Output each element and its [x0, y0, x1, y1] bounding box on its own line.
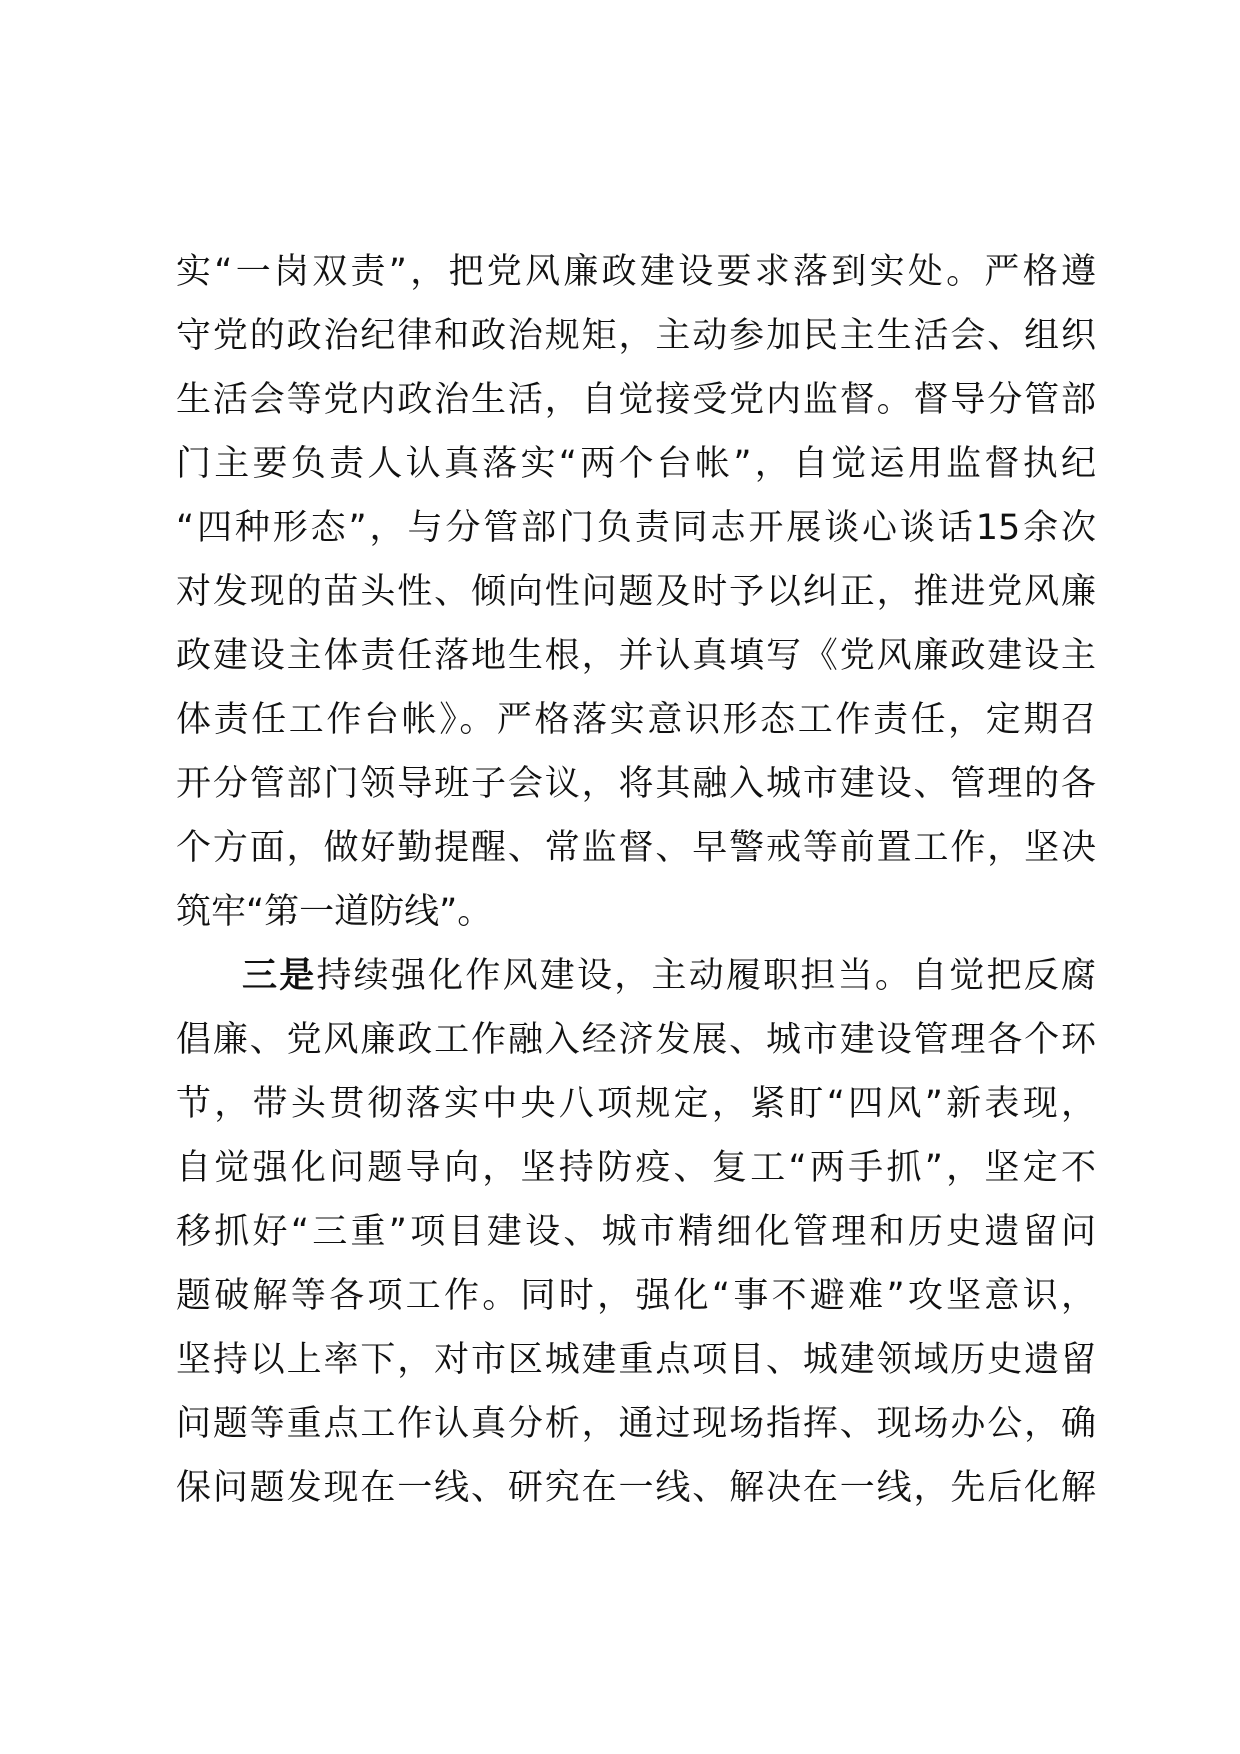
text-line: 题破解等各项工作。同时，强化“事不避难”攻坚意识，: [176, 1276, 1096, 1316]
paragraph-1: [176, 240, 1096, 944]
text-line: 体责任工作台帐》。严格落实意识形态工作责任，定期召: [176, 700, 1096, 740]
text-line: 实“一岗双责”，把党风廉政建设要求落到实处。严格遵: [176, 252, 1096, 292]
text-line: 守党的政治纪律和政治规矩，主动参加民主生活会、组织: [176, 316, 1096, 356]
text-line: 开分管部门领导班子会议，将其融入城市建设、管理的各: [176, 764, 1096, 804]
text-line: 对发现的苗头性、倾向性问题及时予以纠正，推进党风廉: [176, 572, 1096, 612]
text-line: “四种形态”，与分管部门负责同志开展谈心谈话15余次: [176, 508, 1096, 548]
text-line: 倡廉、党风廉政工作融入经济发展、城市建设管理各个环: [176, 1020, 1096, 1060]
text-line: 移抓好“三重”项目建设、城市精细化管理和历史遗留问: [176, 1212, 1096, 1252]
section-lead-bold: 三是: [242, 956, 317, 996]
text-line: 筑牢“第一道防线”。: [176, 892, 493, 932]
text-line: 政建设主体责任落地生根，并认真填写《党风廉政建设主: [176, 636, 1096, 676]
text-line: 保问题发现在一线、研究在一线、解决在一线，先后化解: [176, 1468, 1096, 1508]
paragraph-2: [176, 944, 1096, 1520]
text-line: 节，带头贯彻落实中央八项规定，紧盯“四风”新表现，: [176, 1084, 1096, 1124]
text-line: 问题等重点工作认真分析，通过现场指挥、现场办公，确: [176, 1404, 1096, 1444]
first-line-text: 持续强化作风建设，主动履职担当。自觉把反腐: [316, 956, 1096, 996]
text-line: 自觉强化问题导向，坚持防疫、复工“两手抓”，坚定不: [176, 1148, 1096, 1188]
document-body: [176, 240, 1096, 1520]
text-line: 门主要负责人认真落实“两个台帐”，自觉运用监督执纪: [176, 444, 1096, 484]
paragraph-first-line: [176, 944, 1096, 1008]
text-line: 生活会等党内政治生活，自觉接受党内监督。督导分管部: [176, 380, 1096, 420]
text-line: 个方面，做好勤提醒、常监督、早警戒等前置工作，坚决: [176, 828, 1096, 868]
text-line: 坚持以上率下，对市区城建重点项目、城建领域历史遗留: [176, 1340, 1096, 1380]
